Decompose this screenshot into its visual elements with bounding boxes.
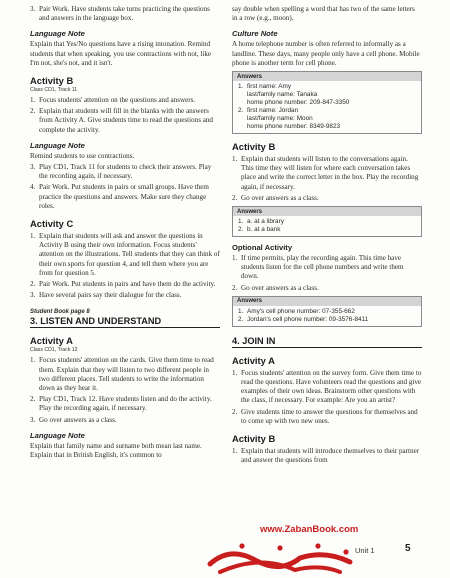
answer-line bbox=[238, 83, 417, 91]
list-number: 2. bbox=[232, 407, 238, 416]
answer-line bbox=[238, 308, 417, 316]
list-text: Explain that students will introduce themselves to their partner and answer the questions from bbox=[241, 447, 420, 465]
list-number: 2. bbox=[30, 395, 36, 404]
list-item bbox=[30, 291, 220, 300]
answer-number bbox=[238, 99, 247, 107]
language-note-text: Remind students to use contractions. bbox=[30, 151, 135, 160]
activity-a-heading: Activity A bbox=[30, 335, 73, 347]
list-item bbox=[30, 96, 220, 105]
list-text: Play CD1, Track 11 for students to check their answers. Play the recording again, if necessary. bbox=[39, 163, 212, 181]
culture-note-heading: Culture Note bbox=[232, 29, 278, 39]
list-number: 1. bbox=[30, 356, 36, 365]
list-item bbox=[232, 369, 422, 406]
list-text: Go over answers as a class. bbox=[39, 415, 117, 424]
list-text: Pair Work. Put students in pairs or small groups. Have them practice the questions and answers. Make sure they change roles. bbox=[39, 183, 209, 210]
list-item bbox=[30, 416, 220, 425]
answers-box bbox=[232, 296, 422, 327]
section-heading-join-in: 4. JOIN IN bbox=[232, 336, 422, 348]
answer-text: Amy's cell phone number: 07-355-662 bbox=[247, 307, 355, 315]
answer-line bbox=[238, 123, 417, 131]
list-number: 3. bbox=[30, 415, 36, 424]
track-label: Class CD1, Track 11 bbox=[30, 87, 78, 94]
language-note-heading: Language Note bbox=[30, 430, 85, 440]
answer-line bbox=[238, 226, 417, 234]
list-text: Go over answers as a class. bbox=[241, 283, 319, 292]
list-number: 4. bbox=[30, 183, 36, 192]
answer-line bbox=[238, 91, 417, 99]
answer-line bbox=[238, 218, 417, 226]
list-text: If time permits, play the recording again. This time have students listen for the cell phone numbers and write them down. bbox=[241, 254, 404, 281]
list-item bbox=[30, 356, 220, 393]
list-text: Give students time to answer the questions for themselves and to come up with two new ones. bbox=[241, 407, 418, 425]
answer-number: 2. bbox=[238, 107, 244, 115]
continued-text: say double when spelling a word that has two of the same letters in a row (e.g., moon). bbox=[232, 5, 415, 23]
answer-line bbox=[238, 99, 417, 107]
answers-box bbox=[232, 206, 422, 237]
optional-activity-list bbox=[232, 254, 422, 293]
activity-b-heading: Activity B bbox=[30, 75, 74, 87]
list-text: Focus students' attention on the questions and answers. bbox=[39, 96, 196, 105]
footer-unit-label: Unit 1 bbox=[355, 546, 375, 555]
activity-b-list-continued bbox=[30, 163, 220, 211]
answer-line bbox=[238, 316, 417, 324]
list-text: Explain that students will listen to the conversations again. This time they will listen for where each conversation takes place and write the correct letter in the box. Play the recording again, if necessary. bbox=[241, 155, 419, 191]
answer-number: 1. bbox=[238, 218, 244, 226]
list-number: 3. bbox=[30, 163, 36, 172]
answer-number: 2. bbox=[238, 315, 244, 323]
activity-b-list bbox=[232, 447, 422, 465]
answers-body bbox=[233, 81, 421, 133]
list-item bbox=[30, 280, 220, 289]
left-column bbox=[30, 5, 220, 460]
list-number: 3. bbox=[30, 291, 36, 300]
list-item bbox=[232, 254, 422, 282]
activity-c-list bbox=[30, 232, 220, 300]
list-number: 1. bbox=[232, 368, 238, 377]
activity-b-heading: Activity B bbox=[232, 433, 276, 445]
activity-a-list bbox=[232, 369, 422, 426]
answer-text: home phone number: 209-847-3350 bbox=[247, 99, 350, 107]
answer-text: last/family name: Moon bbox=[247, 115, 313, 123]
answer-line bbox=[238, 107, 417, 115]
list-number: 1. bbox=[30, 232, 36, 241]
list-text: Pair Work. Put students in pairs and have them do the activity. bbox=[39, 280, 216, 289]
answer-number: 2. bbox=[238, 226, 244, 234]
list-number: 1. bbox=[232, 447, 238, 456]
activity-b-list bbox=[232, 155, 422, 203]
list-number: 1. bbox=[30, 96, 36, 105]
list-number: 2. bbox=[232, 283, 238, 292]
optional-activity-heading: Optional Activity bbox=[232, 243, 293, 253]
list-number: 2. bbox=[232, 193, 238, 202]
language-note-heading: Language Note bbox=[30, 140, 85, 150]
answer-text: first name: Jordan bbox=[247, 107, 299, 115]
list-item bbox=[30, 395, 220, 413]
activity-a-heading: Activity A bbox=[232, 354, 275, 366]
right-column bbox=[232, 5, 422, 467]
language-note-heading: Language Note bbox=[30, 29, 85, 39]
answers-header: Answers bbox=[233, 207, 421, 216]
answer-text: a. at a library bbox=[247, 218, 284, 226]
list-item: 3. Pair Work. Have students take turns practicing the questions and answers in the language box. bbox=[30, 5, 210, 23]
list-item bbox=[30, 183, 220, 211]
answer-text: first name: Amy bbox=[247, 83, 292, 91]
answers-body bbox=[233, 306, 421, 326]
list-text: Focus students' attention on the cards. Give them time to read them. Explain that they will listen to two different people in two different places. Tell students to write the information down as they hear it. bbox=[39, 356, 214, 393]
list-item bbox=[30, 163, 220, 181]
list-item bbox=[232, 155, 422, 192]
list-text: Explain that students will fill in the blanks with the answers from Activity A. Give students time to read the questions and complete the activity. bbox=[39, 107, 213, 134]
list-text: Play CD1, Track 12. Have students listen and do the activity. Play the recording again, if necessary. bbox=[39, 395, 212, 413]
language-note-text: Explain that family name and surname both mean last name. Explain that in British English, it's common to bbox=[30, 441, 202, 460]
answer-text: last/family name: Tanaka bbox=[247, 91, 318, 99]
watermark-url: www.ZabanBook.com bbox=[260, 524, 359, 535]
list-item bbox=[232, 284, 422, 293]
answer-text: b. at a bank bbox=[247, 226, 281, 234]
language-note-text: Explain that Yes/No questions have a rising intonation. Remind students that when speaking, you use contractions with not, like I'm not, she's not, and it isn't. bbox=[30, 40, 212, 67]
answer-number bbox=[238, 123, 247, 131]
culture-note-text: A home telephone number is often referred to informally as a landline. These days, many people only have a cell phone. Mobile phone is another term for cell phone. bbox=[232, 40, 420, 67]
page-number: 5 bbox=[405, 543, 411, 554]
student-book-page-label: Student Book page 8 bbox=[30, 309, 90, 316]
answers-box bbox=[232, 71, 422, 134]
section-heading-listen: 3. LISTEN AND UNDERSTAND bbox=[30, 316, 220, 328]
list-item bbox=[232, 194, 422, 203]
answer-line bbox=[238, 115, 417, 123]
list-text: Focus students' attention on the survey form. Give them time to read the questions. Have volunteers read the questions and give examples of their own ideas. Brainstorm other questions with the class, if necessary. For example: Are you an artist? bbox=[241, 368, 422, 405]
list-text: Go over answers as a class. bbox=[241, 193, 319, 202]
activity-c-heading: Activity C bbox=[30, 218, 74, 230]
list-item bbox=[232, 408, 422, 426]
answer-text: Jordan's cell phone number: 09-3576-8411 bbox=[247, 315, 369, 323]
list-number: 1. bbox=[232, 254, 238, 263]
list-item bbox=[232, 447, 422, 465]
answer-number: 1. bbox=[238, 83, 244, 91]
answer-text: home phone number: 8349-9823 bbox=[247, 123, 341, 131]
list-number: 2. bbox=[30, 107, 36, 116]
list-text: Explain that students will ask and answer the questions in Activity B using their own information. Focus students' attention on the illustrations. Tell students that they can think of their own sports for question 4, and tell them where you are from for question 5. bbox=[39, 232, 220, 277]
activity-b-list bbox=[30, 96, 220, 135]
answers-header: Answers bbox=[233, 297, 421, 306]
track-label: Class CD1, Track 12 bbox=[30, 347, 78, 354]
answers-header: Answers bbox=[233, 72, 421, 81]
answer-number bbox=[238, 91, 247, 99]
answers-body bbox=[233, 216, 421, 236]
list-number: 2. bbox=[30, 280, 36, 289]
list-item bbox=[30, 107, 220, 135]
list-text: Have several pairs say their dialogue for the class. bbox=[39, 291, 182, 300]
list-number: 1. bbox=[232, 155, 238, 164]
list-item bbox=[30, 232, 220, 278]
activity-a-list bbox=[30, 356, 220, 424]
answer-number: 1. bbox=[238, 307, 244, 315]
answer-number bbox=[238, 115, 247, 123]
activity-b-heading: Activity B bbox=[232, 141, 276, 153]
